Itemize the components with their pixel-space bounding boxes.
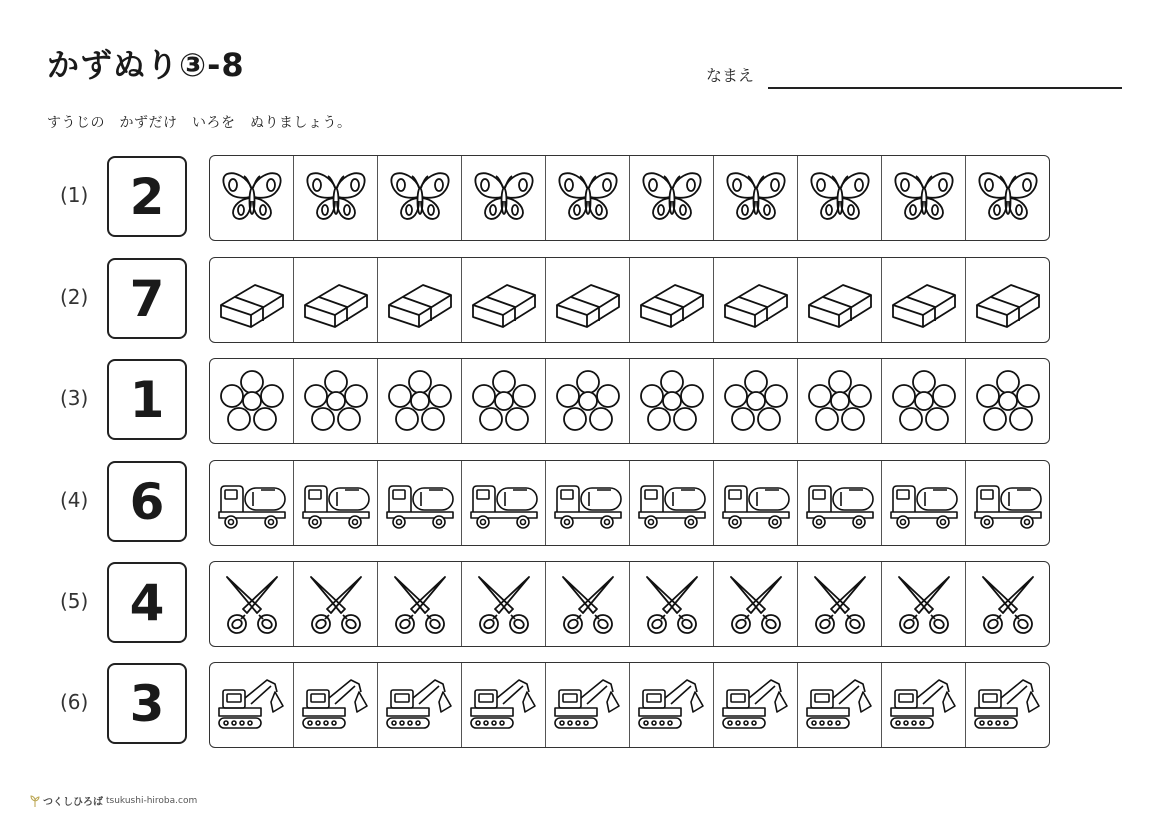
- coloring-cell[interactable]: [798, 461, 882, 545]
- tanker-truck-icon: [301, 470, 371, 536]
- butterfly-icon: [553, 165, 623, 231]
- coloring-cell[interactable]: [714, 461, 798, 545]
- excavator-icon: [637, 672, 707, 738]
- butterfly-icon: [385, 165, 455, 231]
- butterfly-icon: [637, 165, 707, 231]
- excavator-icon: [721, 672, 791, 738]
- butterfly-icon: [889, 165, 959, 231]
- coloring-cell[interactable]: [210, 258, 294, 342]
- coloring-cell[interactable]: [798, 258, 882, 342]
- coloring-cell[interactable]: [882, 156, 966, 240]
- coloring-cell[interactable]: [546, 156, 630, 240]
- coloring-cell[interactable]: [546, 359, 630, 443]
- excavator-icon: [889, 672, 959, 738]
- coloring-cell[interactable]: [378, 359, 462, 443]
- footer-brand: つくしひろば: [43, 797, 103, 808]
- tanker-truck-icon: [721, 470, 791, 536]
- coloring-strip: [209, 561, 1050, 647]
- excavator-icon: [385, 672, 455, 738]
- excavator-icon: [973, 672, 1043, 738]
- footer: [30, 793, 197, 808]
- coloring-cell[interactable]: [630, 156, 714, 240]
- excavator-icon: [553, 672, 623, 738]
- exercise-row: [0, 561, 1170, 647]
- butterfly-icon: [301, 165, 371, 231]
- coloring-cell[interactable]: [798, 156, 882, 240]
- tanker-truck-icon: [889, 470, 959, 536]
- coloring-cell[interactable]: [294, 258, 378, 342]
- scissors-icon: [721, 571, 791, 637]
- coloring-cell[interactable]: [210, 156, 294, 240]
- name-field[interactable]: [706, 60, 1122, 90]
- coloring-cell[interactable]: [210, 461, 294, 545]
- scissors-icon: [217, 571, 287, 637]
- coloring-cell[interactable]: [378, 562, 462, 646]
- flower-icon: [385, 368, 455, 434]
- eraser-icon: [385, 267, 455, 333]
- coloring-cell[interactable]: [882, 663, 966, 747]
- scissors-icon: [385, 571, 455, 637]
- tanker-truck-icon: [973, 470, 1043, 536]
- flower-icon: [721, 368, 791, 434]
- coloring-cell[interactable]: [630, 258, 714, 342]
- excavator-icon: [301, 672, 371, 738]
- count-number-box: 7: [107, 258, 187, 339]
- excavator-icon: [805, 672, 875, 738]
- excavator-icon: [217, 672, 287, 738]
- butterfly-icon: [469, 165, 539, 231]
- flower-icon: [973, 368, 1043, 434]
- count-number-box: 4: [107, 562, 187, 643]
- count-number-box: 3: [107, 663, 187, 744]
- coloring-cell[interactable]: [210, 663, 294, 747]
- row-number: (6): [60, 690, 89, 714]
- coloring-cell[interactable]: [378, 461, 462, 545]
- eraser-icon: [301, 267, 371, 333]
- footer-url: tsukushi-hiroba.com: [106, 795, 198, 806]
- eraser-icon: [805, 267, 875, 333]
- coloring-cell[interactable]: [546, 562, 630, 646]
- coloring-cell[interactable]: [462, 156, 546, 240]
- coloring-cell[interactable]: [378, 258, 462, 342]
- coloring-cell[interactable]: [966, 562, 1049, 646]
- tanker-truck-icon: [385, 470, 455, 536]
- eraser-icon: [889, 267, 959, 333]
- row-number: (5): [60, 589, 89, 613]
- coloring-cell[interactable]: [462, 663, 546, 747]
- coloring-cell[interactable]: [882, 359, 966, 443]
- exercise-row: [0, 662, 1170, 748]
- coloring-cell[interactable]: [210, 562, 294, 646]
- coloring-cell[interactable]: [882, 562, 966, 646]
- coloring-cell[interactable]: [714, 663, 798, 747]
- coloring-cell[interactable]: [798, 663, 882, 747]
- butterfly-icon: [217, 165, 287, 231]
- coloring-cell[interactable]: [462, 461, 546, 545]
- coloring-cell[interactable]: [462, 359, 546, 443]
- exercise-row: [0, 155, 1170, 241]
- tanker-truck-icon: [469, 470, 539, 536]
- count-number-box: 2: [107, 156, 187, 237]
- coloring-cell[interactable]: [294, 156, 378, 240]
- coloring-strip: [209, 460, 1050, 546]
- flower-icon: [553, 368, 623, 434]
- scissors-icon: [973, 571, 1043, 637]
- page-title: かずぬり③-8: [47, 46, 245, 84]
- row-number: (1): [60, 183, 89, 207]
- coloring-strip: [209, 662, 1050, 748]
- flower-icon: [301, 368, 371, 434]
- eraser-icon: [721, 267, 791, 333]
- coloring-cell[interactable]: [294, 663, 378, 747]
- scissors-icon: [805, 571, 875, 637]
- tanker-truck-icon: [805, 470, 875, 536]
- name-label: なまえ: [706, 66, 755, 85]
- coloring-cell[interactable]: [966, 258, 1049, 342]
- coloring-cell[interactable]: [630, 359, 714, 443]
- coloring-cell[interactable]: [630, 562, 714, 646]
- exercise-row: [0, 358, 1170, 444]
- count-number-box: 6: [107, 461, 187, 542]
- eraser-icon: [217, 267, 287, 333]
- coloring-cell[interactable]: [966, 359, 1049, 443]
- coloring-cell[interactable]: [462, 562, 546, 646]
- coloring-cell[interactable]: [714, 258, 798, 342]
- tanker-truck-icon: [637, 470, 707, 536]
- coloring-cell[interactable]: [798, 359, 882, 443]
- name-line[interactable]: [768, 87, 1122, 89]
- coloring-cell[interactable]: [966, 461, 1049, 545]
- instruction-text: すうじの かずだけ いろを ぬりましょう。: [47, 115, 352, 131]
- sprout-icon: [30, 795, 40, 807]
- coloring-cell[interactable]: [630, 663, 714, 747]
- eraser-icon: [469, 267, 539, 333]
- coloring-cell[interactable]: [294, 359, 378, 443]
- coloring-cell[interactable]: [378, 156, 462, 240]
- scissors-icon: [553, 571, 623, 637]
- flower-icon: [469, 368, 539, 434]
- coloring-cell[interactable]: [546, 461, 630, 545]
- flower-icon: [889, 368, 959, 434]
- coloring-cell[interactable]: [714, 359, 798, 443]
- row-number: (3): [60, 386, 89, 410]
- coloring-cell[interactable]: [630, 461, 714, 545]
- exercise-row: [0, 257, 1170, 343]
- scissors-icon: [889, 571, 959, 637]
- coloring-strip: [209, 155, 1050, 241]
- row-number: (4): [60, 488, 89, 512]
- coloring-cell[interactable]: [294, 461, 378, 545]
- flower-icon: [805, 368, 875, 434]
- eraser-icon: [973, 267, 1043, 333]
- row-number: (2): [60, 285, 89, 309]
- coloring-cell[interactable]: [882, 461, 966, 545]
- coloring-cell[interactable]: [378, 663, 462, 747]
- flower-icon: [637, 368, 707, 434]
- coloring-cell[interactable]: [294, 562, 378, 646]
- coloring-cell[interactable]: [882, 258, 966, 342]
- coloring-cell[interactable]: [546, 663, 630, 747]
- exercise-row: [0, 460, 1170, 546]
- tanker-truck-icon: [217, 470, 287, 536]
- coloring-cell[interactable]: [546, 258, 630, 342]
- butterfly-icon: [805, 165, 875, 231]
- coloring-cell[interactable]: [462, 258, 546, 342]
- eraser-icon: [637, 267, 707, 333]
- butterfly-icon: [973, 165, 1043, 231]
- coloring-cell[interactable]: [966, 663, 1049, 747]
- scissors-icon: [637, 571, 707, 637]
- scissors-icon: [469, 571, 539, 637]
- excavator-icon: [469, 672, 539, 738]
- scissors-icon: [301, 571, 371, 637]
- butterfly-icon: [721, 165, 791, 231]
- eraser-icon: [553, 267, 623, 333]
- coloring-cell[interactable]: [798, 562, 882, 646]
- flower-icon: [217, 368, 287, 434]
- coloring-strip: [209, 257, 1050, 343]
- coloring-cell[interactable]: [714, 562, 798, 646]
- count-number-box: 1: [107, 359, 187, 440]
- tanker-truck-icon: [553, 470, 623, 536]
- coloring-cell[interactable]: [714, 156, 798, 240]
- coloring-strip: [209, 358, 1050, 444]
- coloring-cell[interactable]: [210, 359, 294, 443]
- coloring-cell[interactable]: [966, 156, 1049, 240]
